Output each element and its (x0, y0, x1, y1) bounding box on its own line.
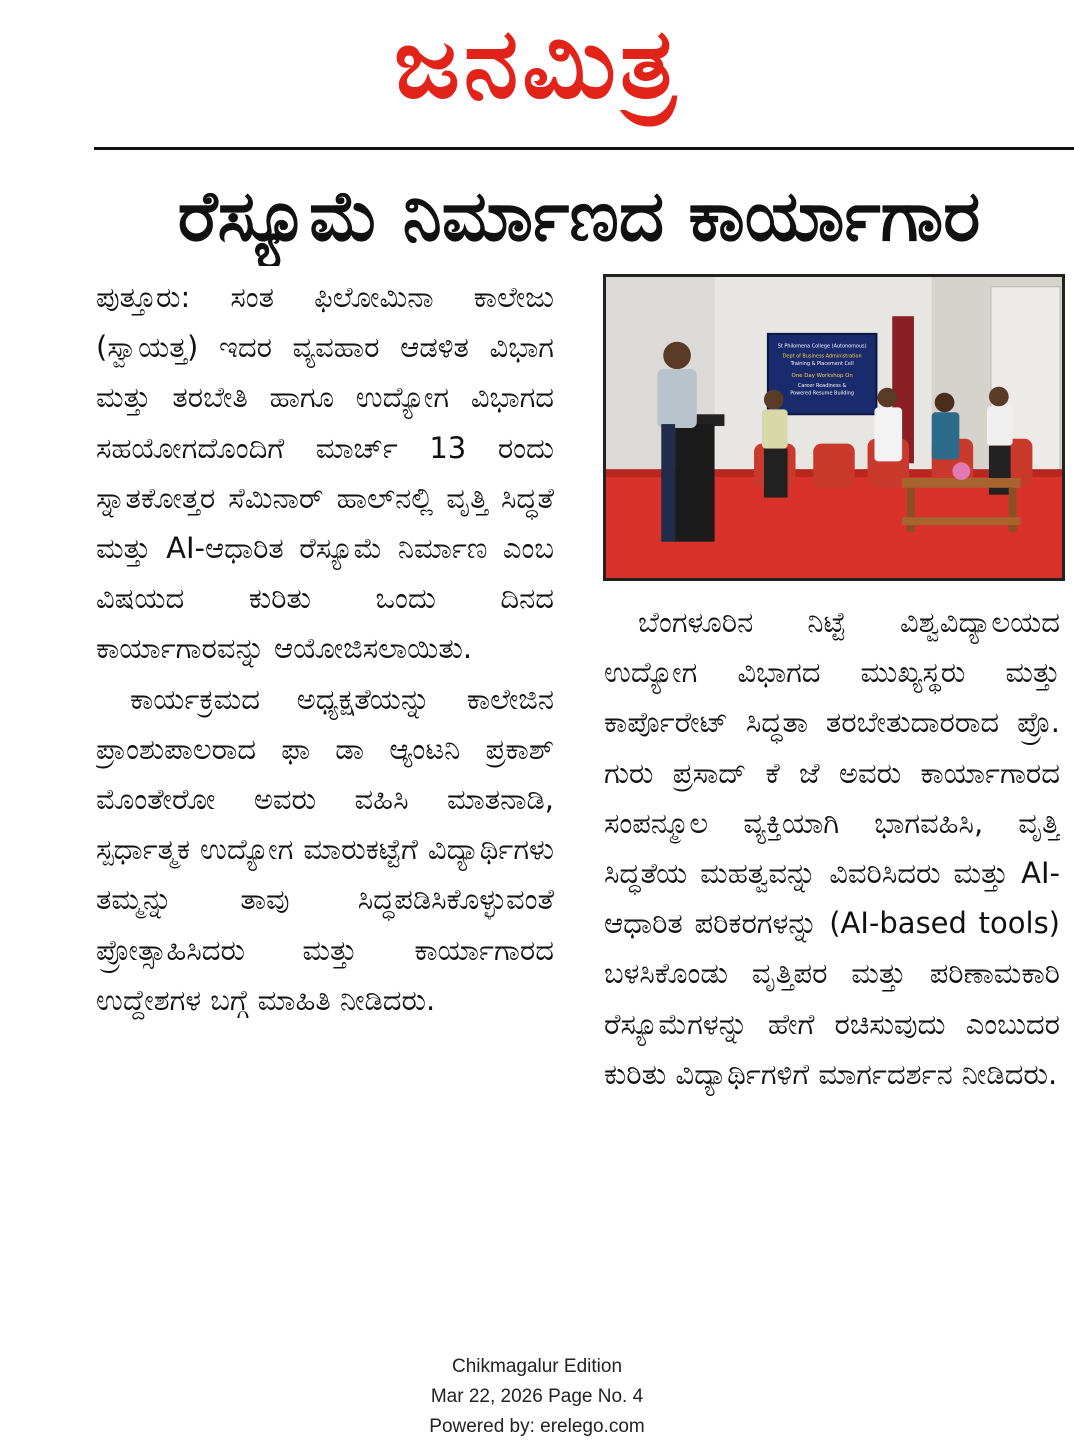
banner-line: Training & Placement Cell (790, 361, 854, 368)
article-right-column (604, 597, 1060, 1347)
article-left-column (96, 272, 554, 1322)
edition-label: Chikmagalur Edition (451, 1356, 623, 1377)
banner-line: Dept of Business Administration (782, 353, 862, 360)
masthead (0, 0, 1074, 140)
masthead-divider (94, 147, 1074, 150)
article-photo (603, 274, 1065, 581)
article-paragraph: ಪುತ್ತೂರು: ಸಂತ ಫಿಲೋಮಿನಾ ಕಾಲೇಜು (ಸ್ವಾಯತ್ತ) ಇದರ ವ್ಯವಹಾರ ಆಡಳಿತ ವಿಭಾಗ ಮತ್ತು ತರಬೇತಿ ಹಾಗೂ ಉದ್ಯೋಗ ವಿಭಾಗದ ಸಹಯೋಗದೊಂದಿಗೆ ಮಾರ್ಚ್ 13 ರಂದು ಸ್ನಾತಕೋತ್ತರ ಸೆಮಿನಾರ್ ಹಾಲ್‌ನಲ್ಲಿ ವೃತ್ತಿ ಸಿದ್ಧತೆ ಮತ್ತು AI-ಆಧಾರಿತ ರೆಸ್ಯೂಮೆ ನಿರ್ಮಾಣ ಎಂಬ ವಿಷಯದ ಕುರಿತು ಒಂದು ದಿನದ ಕಾರ್ಯಾಗಾರವನ್ನು ಆಯೋಜಿಸಲಾಯಿತು. (96, 280, 554, 666)
powered-by-label: Powered by: erelego.com (429, 1416, 645, 1437)
banner-line: One Day Workshop On (791, 373, 853, 379)
workshop-photo-illustration (606, 277, 1062, 578)
article-paragraph: ಕಾರ್ಯಕ್ರಮದ ಅಧ್ಯಕ್ಷತೆಯನ್ನು ಕಾಲೇಜಿನ ಪ್ರಾಂಶುಪಾಲರಾದ ಫಾ ಡಾ ಆ್ಯಂಟನಿ ಪ್ರಕಾಶ್ ಮೊಂತೇರೋ ಅವರು ವಹಿಸಿ ಮಾತನಾಡಿ, ಸ್ಪರ್ಧಾತ್ಮಕ ಉದ್ಯೋಗ ಮಾರುಕಟ್ಟೆಗೆ ವಿದ್ಯಾರ್ಥಿಗಳು ತಮ್ಮನ್ನು ತಾವು ಸಿದ್ಧಪಡಿಸಿಕೊಳ್ಳುವಂತೆ ಪ್ರೋತ್ಸಾಹಿಸಿದರು ಮತ್ತು ಕಾರ್ಯಾಗಾರದ ಉದ್ದೇಶಗಳ ಬಗ್ಗೆ ಮಾಹಿತಿ ನೀಡಿದರು. (96, 681, 554, 1017)
banner-line: St Philomena College (Autonomous) (777, 343, 867, 350)
banner-line: Career Readiness & (797, 382, 847, 389)
page-footer (0, 1352, 1074, 1440)
article-paragraph: ಬೆಂಗಳೂರಿನ ನಿಟ್ಟೆ ವಿಶ್ವವಿದ್ಯಾಲಯದ ಉದ್ಯೋಗ ವಿಭಾಗದ ಮುಖ್ಯಸ್ಥರು ಮತ್ತು ಕಾರ್ಪೊರೇಟ್ ಸಿದ್ಧತಾ ತರಬೇತುದಾರರಾದ ಪ್ರೊ. ಗುರು ಪ್ರಸಾದ್ ಕೆ ಜೆ ಅವರು ಕಾರ್ಯಾಗಾರದ ಸಂಪನ್ಮೂಲ ವ್ಯಕ್ತಿಯಾಗಿ ಭಾಗವಹಿಸಿ, ವೃತ್ತಿ ಸಿದ್ಧತೆಯ ಮಹತ್ವವನ್ನು ವಿವರಿಸಿದರು ಮತ್ತು AI-ಆಧಾರಿತ ಪರಿಕರಗಳನ್ನು (AI-based tools) ಬಳಸಿಕೊಂಡು ವೃತ್ತಿಪರ ಮತ್ತು ಪರಿಣಾಮಕಾರಿ ರೆಸ್ಯೂಮೆಗಳನ್ನು ಹೇಗೆ ರಚಿಸುವುದು ಎಂಬುದರ ಕುರಿತು ವಿದ್ಯಾರ್ಥಿಗಳಿಗೆ ಮಾರ್ಗದರ್ಶನ ನೀಡಿದರು. (604, 605, 1060, 1091)
date-page-label: Mar 22, 2026 Page No. 4 (430, 1386, 644, 1407)
banner-line: Powered Resume Building (790, 390, 855, 397)
article-headline: ರೆಸ್ಯೂಮೆ ನಿರ್ಮಾಣದ ಕಾರ್ಯಾಗಾರ (177, 175, 981, 257)
newspaper-title: ಜನಮಿತ್ರ (393, 7, 681, 121)
